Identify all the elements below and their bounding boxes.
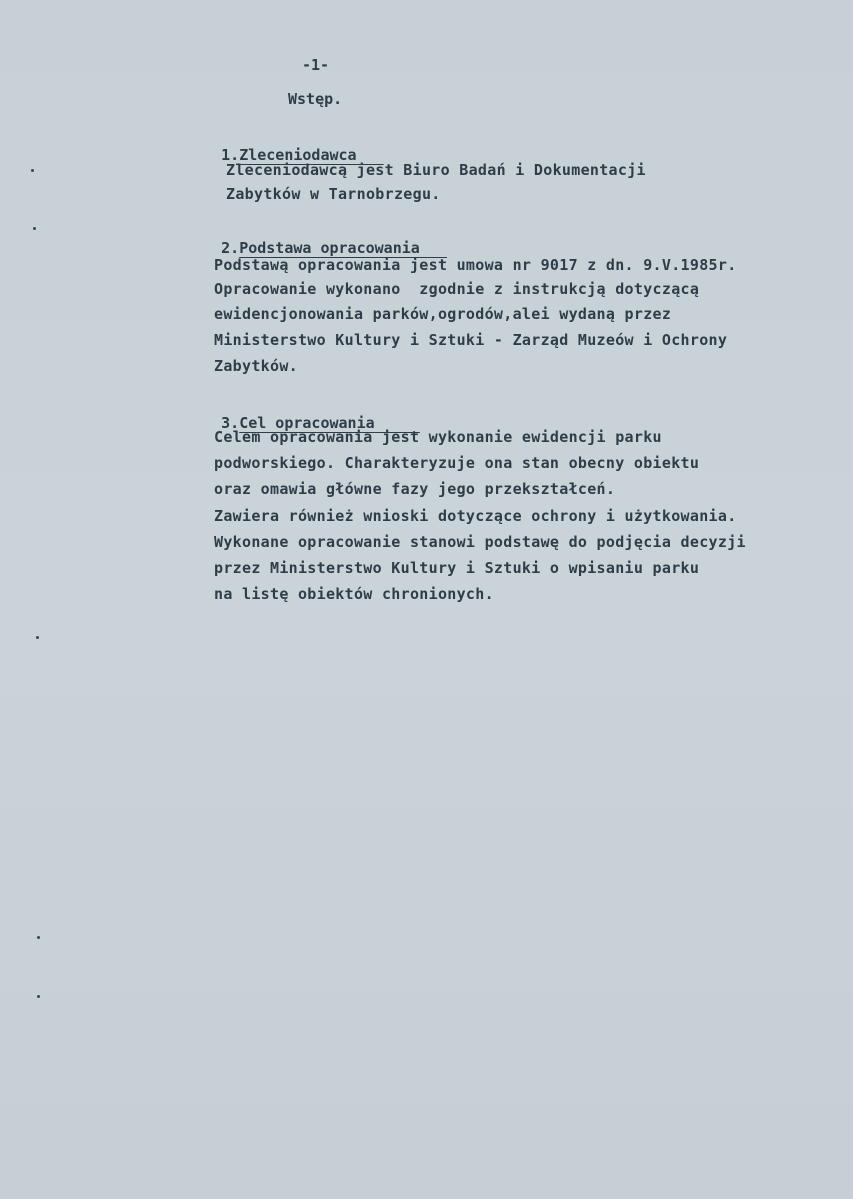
section-3-line: Wykonane opracowanie stanowi podstawę do podjęcia decyzji bbox=[214, 533, 746, 551]
margin-mark bbox=[33, 227, 36, 230]
section-1-line: Zleceniodawcą jest Biuro Badań i Dokumentacji bbox=[226, 161, 646, 179]
margin-mark bbox=[31, 169, 34, 172]
section-1-number: 1. bbox=[221, 146, 240, 164]
page-title: Wstęp. bbox=[288, 90, 343, 108]
section-3-line: Celem opracowania jest wykonanie ewidencji parku bbox=[214, 428, 662, 446]
section-3-number: 3. bbox=[221, 414, 240, 432]
section-3-line: przez Ministerstwo Kultury i Sztuki o wpisaniu parku bbox=[214, 559, 700, 577]
page-number: -1- bbox=[302, 56, 330, 74]
section-3-line: podworskiego. Charakteryzuje ona stan obecny obiektu bbox=[214, 454, 700, 472]
margin-mark bbox=[37, 936, 40, 939]
section-2-line: Ministerstwo Kultury i Sztuki - Zarząd Muzeów i Ochrony bbox=[214, 331, 728, 349]
section-2-line: Opracowanie wykonano zgodnie z instrukcją dotyczącą bbox=[214, 280, 700, 298]
section-2-line: Podstawą opracowania jest umowa nr 9017 z dn. 9.V.1985r. bbox=[214, 256, 737, 274]
section-2-number: 2. bbox=[221, 239, 240, 257]
section-1-heading: Zleceniodawca bbox=[239, 146, 357, 164]
section-2-line: Zabytków. bbox=[214, 357, 298, 375]
section-3-line: na listę obiektów chronionych. bbox=[214, 585, 494, 603]
section-3-line: oraz omawia główne fazy jego przekształceń. bbox=[214, 480, 616, 498]
margin-mark bbox=[37, 995, 40, 998]
section-2-heading: Podstawa opracowania bbox=[239, 239, 420, 257]
section-1-line: Zabytków w Tarnobrzegu. bbox=[226, 185, 441, 203]
section-3-line: Zawiera również wnioski dotyczące ochrony i użytkowania. bbox=[214, 507, 737, 525]
section-3-heading: Cel opracowania bbox=[239, 414, 375, 432]
margin-mark bbox=[36, 636, 39, 639]
section-2-line: ewidencjonowania parków,ogrodów,alei wydaną przez bbox=[214, 305, 672, 323]
